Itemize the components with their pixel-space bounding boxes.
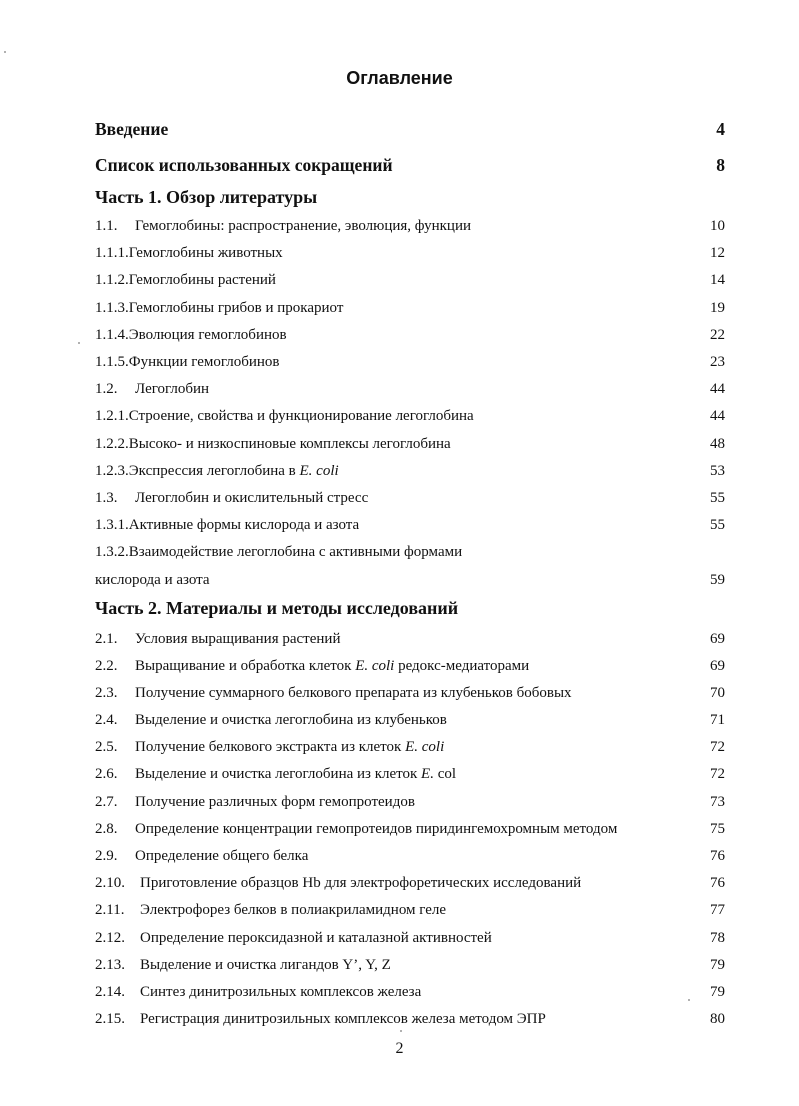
scan-speck bbox=[400, 1030, 402, 1032]
toc-entry-text: Строение, свойства и функционирование легоглобина bbox=[128, 408, 474, 424]
toc-entry-page: 75 bbox=[710, 821, 725, 837]
toc-entry-text: Выделение и очистка легоглобина из клубеньков bbox=[135, 712, 447, 728]
toc-entry-number: 1.1. bbox=[95, 218, 118, 234]
toc-entry-page: 48 bbox=[710, 436, 725, 452]
toc-entry-number: 1.2.1. bbox=[95, 408, 129, 424]
toc-entry-page: 44 bbox=[710, 408, 725, 424]
toc-entry-text: Выделение и очистка легоглобина из клеток bbox=[135, 766, 422, 782]
toc-entry bbox=[95, 269, 725, 291]
toc-entry-number: 2.8. bbox=[95, 821, 118, 837]
toc-entry-page: 55 bbox=[710, 517, 725, 533]
toc-entry-page: 69 bbox=[710, 658, 725, 674]
toc-entry bbox=[95, 981, 725, 1003]
toc-entry-number: 2.2. bbox=[95, 658, 118, 674]
toc-entry-text: Синтез динитрозильных комплексов железа bbox=[140, 984, 422, 1000]
toc-entry-page: 69 bbox=[710, 631, 725, 647]
toc-entry-number: 1.3. bbox=[95, 490, 118, 506]
toc-entry-page: 23 bbox=[710, 354, 725, 370]
toc-entry-page: 14 bbox=[710, 272, 725, 288]
toc-entry bbox=[95, 736, 725, 758]
toc-entry-number: 2.11. bbox=[95, 902, 125, 918]
toc-entry bbox=[95, 1008, 725, 1030]
toc-entry-page: 4 bbox=[716, 119, 725, 139]
toc-entry-text: Определение концентрации гемопротеидов пиридингемохромным методом bbox=[135, 821, 618, 837]
toc-entry-page: 10 bbox=[710, 218, 725, 234]
toc-entry-page: 78 bbox=[710, 930, 725, 946]
toc-entry-italic: E. coli bbox=[299, 463, 339, 479]
toc-entry bbox=[95, 927, 725, 949]
toc-entry-page: 44 bbox=[710, 381, 725, 397]
toc-entry-text: Часть 1. Обзор литературы bbox=[95, 187, 318, 207]
toc-entry-text: Определение пероксидазной и каталазной активностей bbox=[140, 930, 492, 946]
scan-speck bbox=[4, 51, 6, 53]
toc-entry-text: Электрофорез белков в полиакриламидном геле bbox=[140, 902, 447, 918]
toc-entry-text: Получение различных форм гемопротеидов bbox=[135, 794, 415, 810]
toc-entry-page: 53 bbox=[710, 463, 725, 479]
toc-entry bbox=[95, 242, 725, 264]
toc-entry-number: 1.1.1. bbox=[95, 245, 129, 261]
toc-entry bbox=[95, 845, 725, 867]
toc-entry bbox=[95, 460, 725, 482]
toc-entry bbox=[95, 569, 725, 591]
toc-entry bbox=[95, 655, 725, 677]
toc-entry-text: Выделение и очистка лигандов Y’, Y, Z bbox=[140, 957, 391, 973]
toc-entry-italic: E. coli bbox=[405, 739, 445, 755]
toc-entry-italic: E. bbox=[421, 766, 434, 782]
toc-entry-page: 77 bbox=[710, 902, 725, 918]
toc-entry-number: 2.9. bbox=[95, 848, 118, 864]
toc-entry-text: Экспрессия легоглобина в bbox=[128, 463, 300, 479]
toc-entry-page: 73 bbox=[710, 794, 725, 810]
scan-speck bbox=[78, 342, 80, 344]
toc-entry-page: 59 bbox=[710, 572, 725, 588]
toc-entry-text: Легоглобин и окислительный стресс bbox=[135, 490, 369, 506]
scan-speck bbox=[688, 999, 690, 1001]
toc-entry-text: Приготовление образцов Hb для электрофоретических исследований bbox=[140, 875, 582, 891]
toc-entry-page: 70 bbox=[710, 685, 725, 701]
toc-entry bbox=[95, 682, 725, 704]
toc-entry-text: Гемоглобины грибов и прокариот bbox=[128, 300, 344, 316]
toc-entry-text: Гемоглобины животных bbox=[128, 245, 283, 261]
toc-entry-text-tail: col bbox=[433, 766, 457, 782]
toc-entry-page: 76 bbox=[710, 875, 725, 891]
toc-entry-text: Получение белкового экстракта из клеток bbox=[135, 739, 406, 755]
toc-entry-page: 80 bbox=[710, 1011, 725, 1027]
toc-entry-number: 1.3.1. bbox=[95, 517, 129, 533]
toc-entry-number: 2.6. bbox=[95, 766, 118, 782]
toc-entry-page: 71 bbox=[710, 712, 725, 728]
toc-entry-text: Введение bbox=[95, 119, 169, 139]
toc-entry-text: Список использованных сокращений bbox=[95, 155, 393, 175]
toc-entry bbox=[95, 954, 725, 976]
toc-entry-italic: E. coli bbox=[355, 658, 395, 674]
toc-entry-text: Получение суммарного белкового препарата из клубеньков бобовых bbox=[135, 685, 572, 701]
toc-entry-number: 2.4. bbox=[95, 712, 118, 728]
toc-entry-text: Высоко- и низкоспиновые комплексы легоглобина bbox=[128, 436, 451, 452]
toc-entry-number: 1.2.3. bbox=[95, 463, 129, 479]
toc-entry-number: 1.3.2. bbox=[95, 544, 129, 560]
toc-entry-number: 1.1.5. bbox=[95, 354, 129, 370]
toc-entry-number: 2.13. bbox=[95, 957, 125, 973]
toc-entry-text: Часть 2. Материалы и методы исследований bbox=[95, 598, 459, 618]
toc-entry-text: Выращивание и обработка клеток bbox=[135, 658, 356, 674]
toc-entry bbox=[95, 514, 725, 536]
toc-entry-page: 72 bbox=[710, 766, 725, 782]
toc-entry-number: 1.1.3. bbox=[95, 300, 129, 316]
toc-entry-text: кислорода и азота bbox=[95, 572, 210, 588]
toc-entry-page: 22 bbox=[710, 327, 725, 343]
toc-entry bbox=[95, 818, 725, 840]
toc-entry-text: Эволюция гемоглобинов bbox=[128, 327, 287, 343]
toc-entry bbox=[95, 405, 725, 427]
toc-entry-page: 79 bbox=[710, 957, 725, 973]
page-number: 2 bbox=[395, 1040, 404, 1057]
toc-entry-number: 2.12. bbox=[95, 930, 125, 946]
toc-entry bbox=[95, 487, 725, 509]
toc-part-heading bbox=[95, 597, 725, 619]
toc-entry bbox=[95, 872, 725, 894]
toc-entry bbox=[95, 791, 725, 813]
toc-title: Оглавление bbox=[346, 68, 453, 88]
toc-entry bbox=[95, 899, 725, 921]
toc-entry-number: 2.5. bbox=[95, 739, 118, 755]
toc-entry-text: Гемоглобины растений bbox=[128, 272, 276, 288]
toc-entry-number: 2.14. bbox=[95, 984, 125, 1000]
toc-entry-text: Легоглобин bbox=[135, 381, 210, 397]
toc-entry-number: 1.2.2. bbox=[95, 436, 129, 452]
toc-entry bbox=[95, 118, 725, 140]
toc-entry-text: Активные формы кислорода и азота bbox=[128, 517, 360, 533]
toc-entry-page: 79 bbox=[710, 984, 725, 1000]
toc-entry-page: 76 bbox=[710, 848, 725, 864]
toc-entry-number: 2.15. bbox=[95, 1011, 125, 1027]
toc-entry bbox=[95, 154, 725, 176]
toc-entry bbox=[95, 709, 725, 731]
toc-entry bbox=[95, 324, 725, 346]
toc-entry-text: Регистрация динитрозильных комплексов железа методом ЭПР bbox=[140, 1011, 546, 1027]
toc-entry-text-tail: редокс-медиаторами bbox=[394, 658, 530, 674]
toc-entry bbox=[95, 351, 725, 373]
toc-entry-number: 1.2. bbox=[95, 381, 118, 397]
toc-entry-number: 2.3. bbox=[95, 685, 118, 701]
toc-part-heading bbox=[95, 186, 725, 208]
toc-entry bbox=[95, 433, 725, 455]
toc-entry bbox=[95, 215, 725, 237]
toc-entry-page: 55 bbox=[710, 490, 725, 506]
toc-entry-page: 19 bbox=[710, 300, 725, 316]
toc-entry-text: Определение общего белка bbox=[135, 848, 309, 864]
toc-entry bbox=[95, 378, 725, 400]
toc-entry-text: Взаимодействие легоглобина с активными формами bbox=[128, 544, 463, 560]
toc-entry-number: 1.1.2. bbox=[95, 272, 129, 288]
toc-entry-number: 2.10. bbox=[95, 875, 125, 891]
toc-entry bbox=[95, 541, 725, 563]
toc-entry-number: 2.7. bbox=[95, 794, 118, 810]
toc-entry-text: Функции гемоглобинов bbox=[128, 354, 280, 370]
toc-entry bbox=[95, 628, 725, 650]
toc-entry-text: Условия выращивания растений bbox=[135, 631, 341, 647]
toc-entry bbox=[95, 763, 725, 785]
toc-entry-page: 8 bbox=[716, 155, 725, 175]
toc-entry bbox=[95, 297, 725, 319]
toc-entry-page: 72 bbox=[710, 739, 725, 755]
toc-entry-number: 1.1.4. bbox=[95, 327, 129, 343]
toc-entry-text: Гемоглобины: распространение, эволюция, функции bbox=[135, 218, 472, 234]
toc-entry-number: 2.1. bbox=[95, 631, 118, 647]
toc-entry-page: 12 bbox=[710, 245, 725, 261]
